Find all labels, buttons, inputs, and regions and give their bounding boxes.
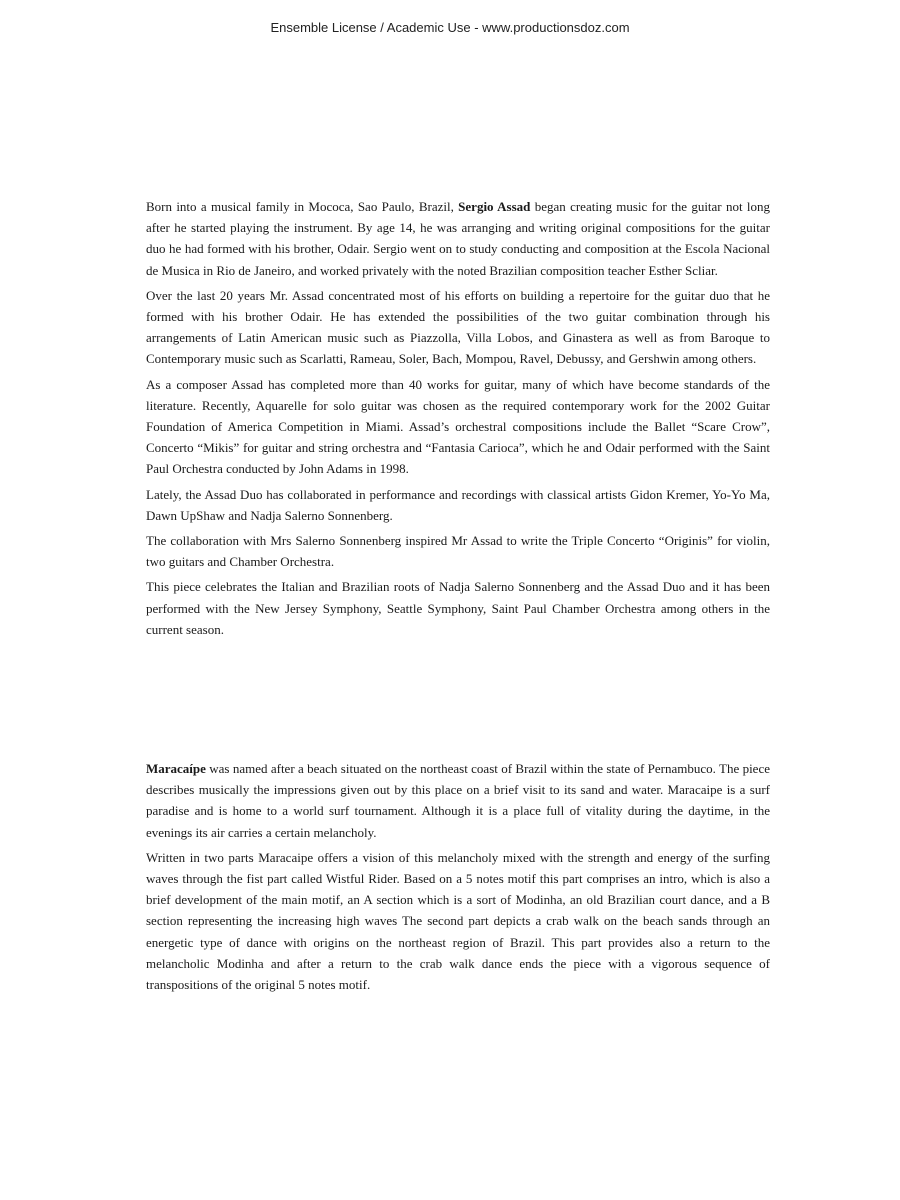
bio-p1-text-after: began creating music for the guitar not long after he started playing the instrument. By age 14, he was arranging and writing original compositions for the guitar duo he had formed with his brother, Odair. Sergio went on to study conducting and composition at the Escola Nacional de Musica in Rio de Janeiro, and worked privately with the noted Brazilian composition teacher Esther Scliar. — [146, 199, 771, 278]
bio-paragraph-4: Lately, the Assad Duo has collaborated in performance and recordings with classical artists Gidon Kremer, Yo-Yo Ma, Dawn UpShaw and Nadja Salerno Sonnenberg. — [146, 486, 770, 523]
composer-biography — [146, 196, 770, 644]
program-p1-text-after: was named after a beach situated on the northeast coast of Brazil within the state of Pernambuco. The piece describes musically the impressions given out by this place on a brief visit to its sand and water. Maracaipe is a surf paradise and is home to a world surf tournament. Although it is a place full of vitality during the daytime, in the evenings its air carries a certain melancholy. — [146, 761, 770, 840]
bio-paragraph-3: As a composer Assad has completed more than 40 works for guitar, many of which have become standards of the literature. Recently, Aquarelle for solo guitar was chosen as the required contemporary work for the 2002 Guitar Foundation of America Competition in Miami. Assad’s orchestral compositions include the Ballet “Scare Crow”, Concerto “Mikis” for guitar and string orchestra and “Fantasia Carioca”, which he and Odair performed with the Saint Paul Orchestra conducted by John Adams in 1998. — [146, 376, 770, 477]
program-paragraph-1 — [146, 758, 770, 843]
program-notes — [146, 758, 770, 999]
program-paragraph-2: Written in two parts Maracaipe offers a vision of this melancholy mixed with the strength and energy of the surfing waves through the fist part called Wistful Rider. Based on a 5 notes motif this part comprises an intro, which is also a brief development of the main motif, an A section which is a sort of Modinha, an old Brazilian court dance, and a B section representing the increasing high waves The second part depicts a crab walk on the beach sands through an energetic type of dance with origins on the northeast region of Brazil. This part provides also a return to the melancholic Modinha and after a return to the crab walk dance ends the piece with a vigorous sequence of transpositions of the original 5 notes motif. — [146, 849, 770, 993]
bio-p1-text-before: Born into a musical family in Mococa, Sao Paulo, Brazil, — [146, 199, 459, 214]
bio-paragraph-1 — [146, 196, 770, 281]
license-header: Ensemble License / Academic Use - www.productionsdoz.com — [270, 20, 630, 35]
composer-name: Sergio Assad — [458, 199, 531, 214]
bio-paragraph-5: The collaboration with Mrs Salerno Sonnenberg inspired Mr Assad to write the Triple Concerto “Originis” for violin, two guitars and Chamber Orchestra. — [146, 533, 770, 570]
bio-paragraph-6: This piece celebrates the Italian and Brazilian roots of Nadja Salerno Sonnenberg and the Assad Duo and it has been performed with the New Jersey Symphony, Seattle Symphony, Saint Paul Chamber Orchestra among others in the current season. — [146, 579, 770, 637]
piece-title: Maracaípe — [146, 761, 206, 776]
bio-paragraph-2: Over the last 20 years Mr. Assad concentrated most of his efforts on building a repertoire for the guitar duo that he formed with his brother Odair. He has extended the possibilities of the two guitar combination through his arrangements of Latin American music such as Piazzolla, Villa Lobos, and Ginastera as well as from Baroque to Contemporary music such as Scarlatti, Rameau, Soler, Bach, Mompou, Ravel, Debussy, and Gershwin among others. — [146, 287, 770, 367]
